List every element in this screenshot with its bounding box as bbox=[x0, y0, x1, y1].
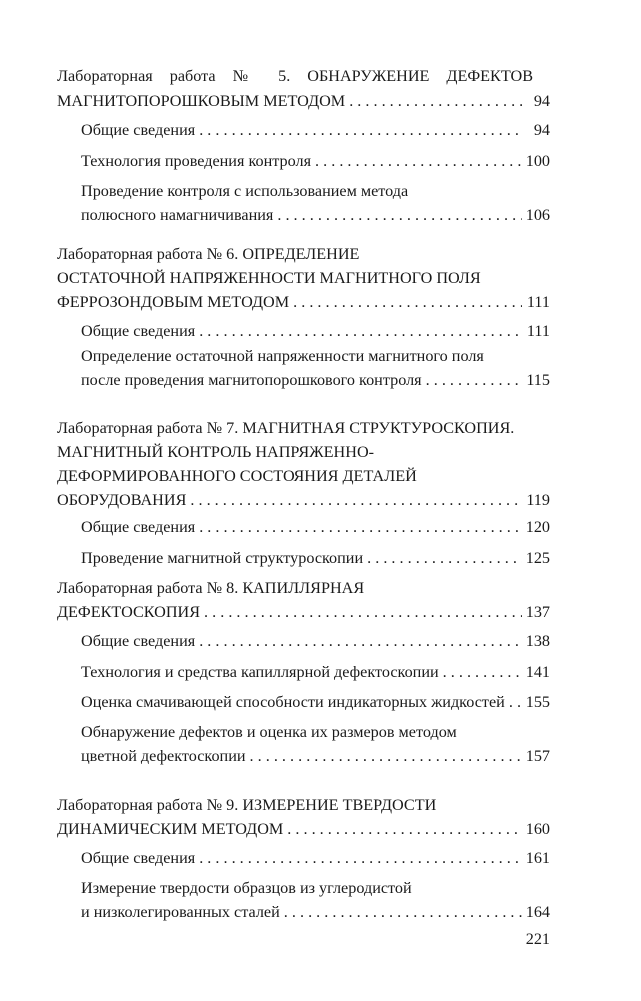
toc-entry-cont[interactable] bbox=[81, 900, 550, 924]
entry-title: Общие сведения bbox=[81, 121, 196, 139]
lab7-heading-cont[interactable] bbox=[57, 464, 550, 488]
entry-page: 115 bbox=[526, 371, 550, 389]
lab7-heading[interactable] bbox=[57, 416, 550, 440]
toc-entry-cont[interactable] bbox=[81, 203, 550, 227]
lab6-page: 111 bbox=[526, 293, 550, 311]
lab6-heading-cont[interactable] bbox=[57, 290, 550, 314]
lab9-heading-cont[interactable] bbox=[57, 817, 550, 841]
lab6-heading-cont[interactable] bbox=[57, 266, 550, 290]
entry-title: Технология проведения контроля bbox=[81, 152, 312, 170]
lab7-title-line4: ОБОРУДОВАНИЯ bbox=[57, 491, 187, 509]
dot-leader bbox=[199, 118, 522, 142]
dot-leader bbox=[315, 149, 522, 173]
lab7-title-line3: ДЕФОРМИРОВАННОГО СОСТОЯНИЯ ДЕТАЛЕЙ bbox=[57, 467, 417, 485]
toc-entry[interactable] bbox=[81, 846, 550, 870]
dot-leader bbox=[190, 488, 522, 512]
entry-page: 100 bbox=[525, 152, 550, 170]
entry-page: 125 bbox=[525, 549, 550, 567]
lab6-title-line3: ФЕРРОЗОНДОВЫМ МЕТОДОМ bbox=[57, 293, 290, 311]
entry-title: Оценка смачивающей способности индикаторных жидкостей bbox=[81, 693, 505, 711]
entry-title-line2: полюсного намагничивания bbox=[81, 206, 274, 224]
entry-page: 106 bbox=[525, 206, 550, 224]
lab8-heading-cont[interactable] bbox=[57, 600, 550, 624]
lab7-title-line2: МАГНИТНЫЙ КОНТРОЛЬ НАПРЯЖЕННО- bbox=[57, 443, 375, 461]
dot-leader bbox=[204, 600, 522, 624]
lab7-heading-cont[interactable] bbox=[57, 488, 550, 512]
toc-entry[interactable] bbox=[81, 515, 550, 539]
dot-leader bbox=[284, 900, 522, 924]
entry-title-line2: после проведения магнитопорошкового контроля bbox=[81, 371, 422, 389]
entry-page: 164 bbox=[525, 903, 550, 921]
entry-page: 94 bbox=[533, 121, 550, 139]
toc-entry[interactable] bbox=[81, 149, 550, 173]
entry-title-line1: Измерение твердости образцов из углеродистой bbox=[81, 879, 412, 897]
dot-leader bbox=[287, 817, 521, 841]
lab9-title-line1: Лабораторная работа № 9. ИЗМЕРЕНИЕ ТВЕРДОСТИ bbox=[57, 796, 437, 814]
entry-title: Общие сведения bbox=[81, 849, 196, 867]
dot-leader bbox=[443, 660, 522, 684]
entry-title-line1: Обнаружение дефектов и оценка их размеров методом bbox=[81, 723, 457, 741]
entry-title-line2: и низколегированных сталей bbox=[81, 903, 280, 921]
dot-leader bbox=[199, 846, 522, 870]
lab8-title-line2: ДЕФЕКТОСКОПИЯ bbox=[57, 603, 201, 621]
toc-entry[interactable] bbox=[81, 660, 550, 684]
lab5-page: 94 bbox=[533, 92, 550, 110]
lab8-heading[interactable] bbox=[57, 576, 550, 600]
dot-leader bbox=[199, 319, 522, 343]
dot-leader bbox=[293, 290, 522, 314]
toc-entry[interactable] bbox=[81, 118, 550, 142]
toc-entry-cont[interactable] bbox=[81, 744, 550, 768]
dot-leader bbox=[349, 89, 522, 113]
lab5-heading[interactable] bbox=[57, 64, 533, 88]
dot-leader bbox=[367, 546, 522, 570]
entry-page: 157 bbox=[525, 747, 550, 765]
entry-title: Общие сведения bbox=[81, 632, 196, 650]
lab6-title-line1: Лабораторная работа № 6. ОПРЕДЕЛЕНИЕ bbox=[57, 245, 360, 263]
entry-page: 120 bbox=[525, 518, 550, 536]
page-number: 221 bbox=[525, 930, 550, 948]
lab8-page: 137 bbox=[525, 603, 550, 621]
toc-entry[interactable] bbox=[81, 319, 550, 343]
toc-entry[interactable] bbox=[81, 629, 550, 653]
toc-entry[interactable] bbox=[81, 344, 550, 368]
lab5-title-line1: Лабораторная работа № 5. ОБНАРУЖЕНИЕ ДЕФЕКТОВ bbox=[57, 67, 533, 85]
entry-page: 141 bbox=[525, 663, 550, 681]
entry-page: 161 bbox=[525, 849, 550, 867]
toc-entry[interactable] bbox=[81, 179, 550, 203]
lab7-title-line1: Лабораторная работа № 7. МАГНИТНАЯ СТРУКТУРОСКОПИЯ. bbox=[57, 419, 515, 437]
toc-entry-cont[interactable] bbox=[81, 368, 550, 392]
entry-title: Общие сведения bbox=[81, 322, 196, 340]
entry-page: 138 bbox=[525, 632, 550, 650]
entry-page: 111 bbox=[526, 322, 550, 340]
lab6-heading[interactable] bbox=[57, 242, 550, 266]
lab8-title-line1: Лабораторная работа № 8. КАПИЛЛЯРНАЯ bbox=[57, 579, 365, 597]
dot-leader bbox=[509, 690, 522, 714]
lab5-title-line2: МАГНИТОПОРОШКОВЫМ МЕТОДОМ bbox=[57, 92, 346, 110]
dot-leader bbox=[426, 368, 522, 392]
toc-entry[interactable] bbox=[81, 720, 550, 744]
dot-leader bbox=[199, 629, 522, 653]
lab7-page: 119 bbox=[526, 491, 550, 509]
entry-title: Технология и средства капиллярной дефектоскопии bbox=[81, 663, 439, 681]
toc-entry[interactable] bbox=[81, 546, 550, 570]
entry-title-line1: Проведение контроля с использованием метода bbox=[81, 182, 409, 200]
entry-page: 155 bbox=[525, 693, 550, 711]
entry-title-line2: цветной дефектоскопии bbox=[81, 747, 246, 765]
dot-leader bbox=[277, 203, 521, 227]
lab5-heading-cont[interactable] bbox=[57, 89, 550, 113]
lab9-page: 160 bbox=[525, 820, 550, 838]
toc-entry[interactable] bbox=[81, 690, 550, 714]
lab6-title-line2: ОСТАТОЧНОЙ НАПРЯЖЕННОСТИ МАГНИТНОГО ПОЛЯ bbox=[57, 269, 481, 287]
dot-leader bbox=[250, 744, 522, 768]
dot-leader bbox=[199, 515, 522, 539]
lab9-title-line2: ДИНАМИЧЕСКИМ МЕТОДОМ bbox=[57, 820, 284, 838]
lab7-heading-cont[interactable] bbox=[57, 440, 550, 464]
lab9-heading[interactable] bbox=[57, 793, 550, 817]
entry-title: Проведение магнитной структуроскопии bbox=[81, 549, 364, 567]
entry-title-line1: Определение остаточной напряженности магнитного поля bbox=[81, 347, 484, 365]
entry-title: Общие сведения bbox=[81, 518, 196, 536]
toc-entry[interactable] bbox=[81, 876, 550, 900]
